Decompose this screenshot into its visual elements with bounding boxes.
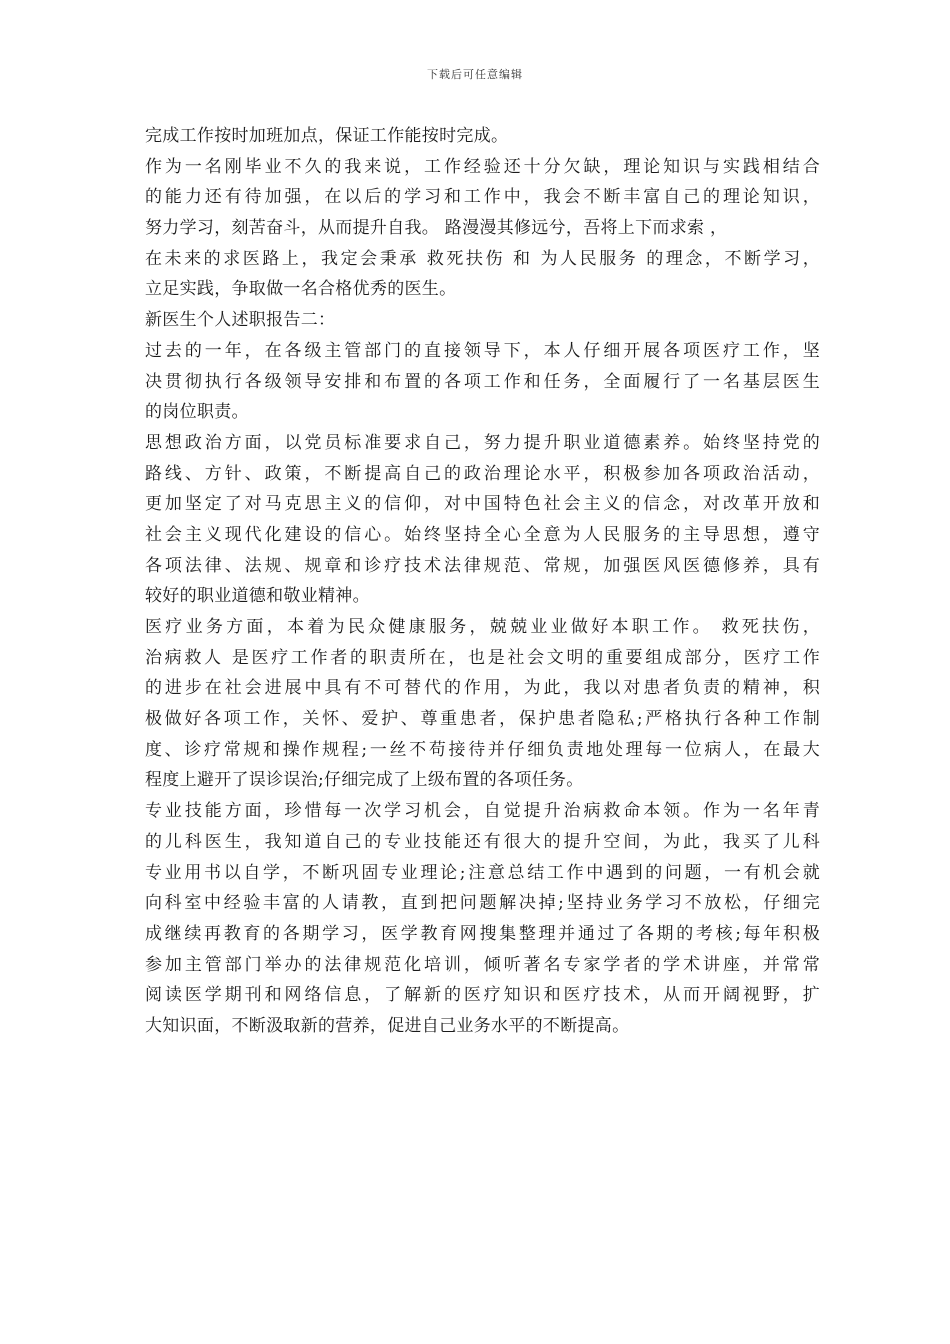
text-line: 过去的一年，在各级主管部门的直接领导下，本人仔细开展各项医疗工作，坚	[145, 340, 820, 361]
text-line: 程度上避开了误诊误治;仔细完成了上级布置的各项任务。	[145, 770, 584, 791]
document-body	[145, 121, 820, 1042]
text-line: 的能力还有待加强，在以后的学习和工作中，我会不断丰富自己的理论知识，	[145, 187, 820, 208]
text-line: 社会主义现代化建设的信心。始终坚持全心全意为人民服务的主导思想，遵守	[145, 524, 820, 545]
text-line: 度、诊疗常规和操作规程;一丝不苟接待并仔细负责地处理每一位病人，在最大	[145, 739, 820, 760]
text-line: 大知识面，不断汲取新的营养，促进自己业务水平的不断提高。	[145, 1015, 630, 1036]
text-line: 努力学习，刻苦奋斗，从而提升自我。 路漫漫其修远兮，吾将上下而求索 ，	[145, 218, 728, 239]
text-line: 参加主管部门举办的法律规范化培训，倾听著名专家学者的学术讲座，并常常	[145, 954, 820, 975]
text-line: 极做好各项工作，关怀、爱护、尊重患者，保护患者隐私;严格执行各种工作制	[145, 709, 820, 730]
text-line: 的儿科医生，我知道自己的专业技能还有很大的提升空间，为此，我买了儿科	[145, 831, 820, 852]
text-line: 较好的职业道德和敬业精神。	[145, 586, 370, 607]
text-line: 成继续再教育的各期学习，医学教育网搜集整理并通过了各期的考核;每年积极	[145, 923, 820, 944]
text-line: 的岗位职责。	[145, 402, 249, 423]
text-line: 阅读医学期刊和网络信息，了解新的医疗知识和医疗技术，从而开阔视野，扩	[145, 985, 820, 1006]
page-header-note: 下载后可任意编辑	[427, 68, 523, 81]
text-line: 决贯彻执行各级领导安排和布置的各项工作和任务，全面履行了一名基层医生	[145, 371, 820, 392]
text-line: 在未来的求医路上，我定会秉承 救死扶伤 和 为人民服务 的理念，不断学习，	[145, 248, 820, 269]
text-line: 新医生个人述职报告二：	[145, 310, 336, 331]
text-line: 立足实践，争取做一名合格优秀的医生。	[145, 279, 457, 300]
text-line: 的进步在社会进展中具有不可替代的作用，为此，我以对患者负责的精神，积	[145, 678, 820, 699]
text-line: 思想政治方面，以党员标准要求自己，努力提升职业道德素养。始终坚持党的	[145, 432, 820, 453]
text-line: 专业技能方面，珍惜每一次学习机会，自觉提升治病救命本领。作为一名年青	[145, 801, 820, 822]
text-line: 医疗业务方面，本着为民众健康服务，兢兢业业做好本职工作。 救死扶伤，	[145, 617, 820, 637]
text-line: 作为一名刚毕业不久的我来说，工作经验还十分欠缺，理论知识与实践相结合	[145, 156, 820, 177]
text-line: 治病救人 是医疗工作者的职责所在，也是社会文明的重要组成部分，医疗工作	[145, 647, 820, 668]
text-line: 路线、方针、政策，不断提高自己的政治理论水平，积极参加各项政治活动，	[145, 463, 820, 484]
text-line: 更加坚定了对马克思主义的信仰，对中国特色社会主义的信念，对改革开放和	[145, 494, 820, 515]
text-line: 完成工作按时加班加点，保证工作能按时完成。	[145, 126, 509, 146]
text-line: 专业用书以自学，不断巩固专业理论;注意总结工作中遇到的问题，一有机会就	[145, 862, 820, 883]
text-line: 各项法律、法规、规章和诊疗技术法律规范、常规，加强医风医德修养，具有	[145, 555, 820, 576]
text-line: 向科室中经验丰富的人请教，直到把问题解决掉;坚持业务学习不放松，仔细完	[145, 893, 820, 914]
